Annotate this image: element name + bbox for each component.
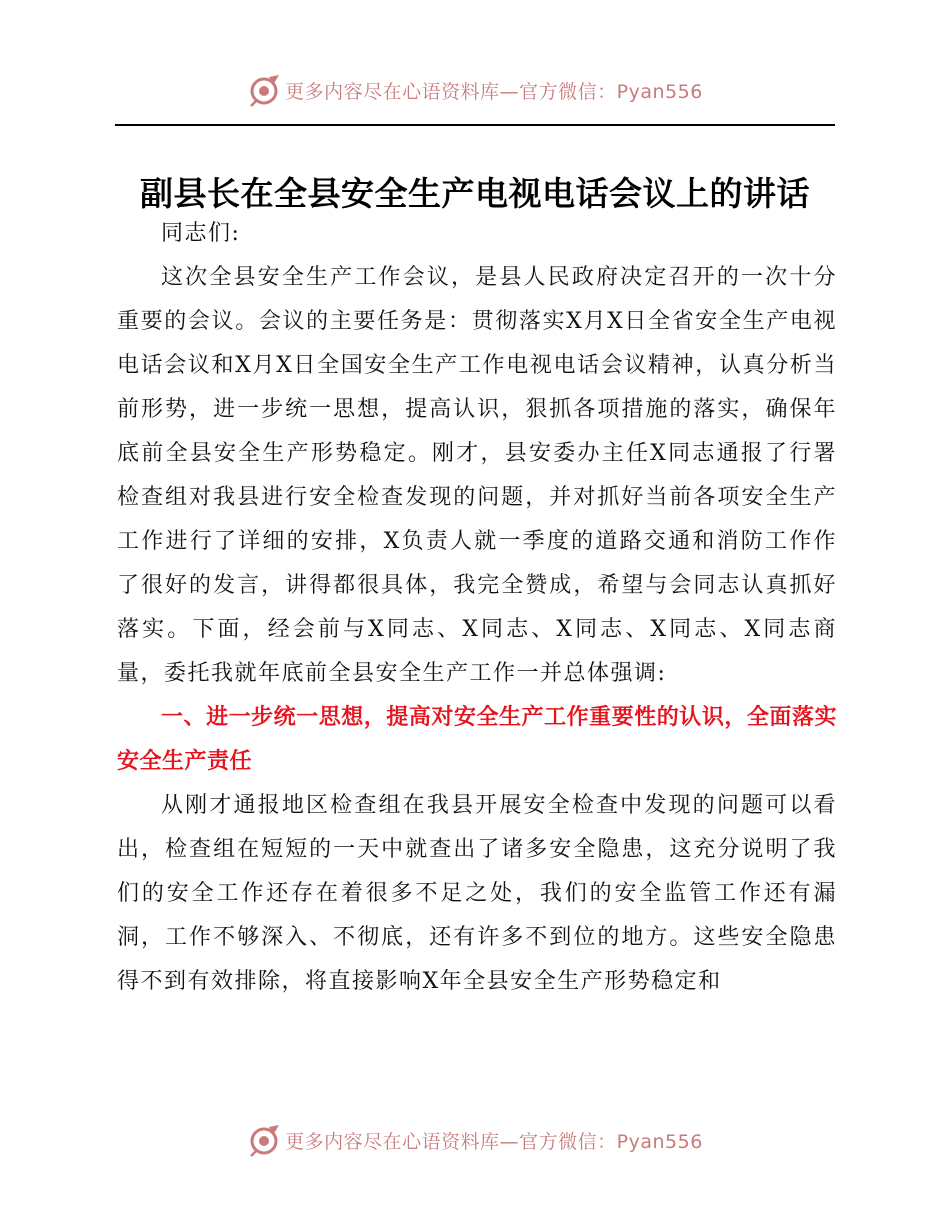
paragraph-intro: 这次全县安全生产工作会议，是县人民政府决定召开的一次十分重要的会议。会议的主要任务是：贯彻落实X月X日全省安全生产电视电话会议和X月X日全国安全生产工作电视电话会议精神，认真分析当前形势，进一步统一思想，提高认识，狠抓各项措施的落实，确保年底前全县安全生产形势稳定。刚才，县安委办主任X同志通报了行署检查组对我县进行安全检查发现的问题，并对抓好当前各项安全生产工作进行了详细的安排，X负责人就一季度的道路交通和消防工作作了很好的发言，讲得都很具体，我完全赞成，希望与会同志认真抓好落实。下面，经会前与X同志、X同志、X同志、X同志、X同志商量，委托我就年底前全县安全生产工作一并总体强调: <box>117 265 837 686</box>
salutation: 同志们: <box>161 221 241 246</box>
footer-watermark <box>0 1118 950 1162</box>
document-title: 副县长在全县安全生产电视电话会议上的讲话 <box>140 174 810 213</box>
header-watermark-text: 更多内容尽在心语资料库—官方微信：Pyan556 <box>285 80 703 103</box>
section-heading-1: 一、进一步统一思想，提高对安全生产工作重要性的认识，全面落实安全生产责任 <box>117 705 837 774</box>
quill-seal-icon <box>247 1123 281 1157</box>
paragraph-section-1: 从刚才通报地区检查组在我县开展安全检查中发现的问题可以看出，检查组在短短的一天中就查出了诸多安全隐患，这充分说明了我们的安全工作还存在着很多不足之处，我们的安全监管工作还有漏洞，工作不够深入、不彻底，还有许多不到位的地方。这些安全隐患得不到有效排除，将直接影响X年全县安全生产形势稳定和 <box>117 793 837 994</box>
quill-seal-icon <box>247 73 281 107</box>
header-watermark <box>0 68 950 112</box>
document-body <box>117 212 837 1004</box>
header-divider <box>115 124 835 126</box>
footer-watermark-text: 更多内容尽在心语资料库—官方微信：Pyan556 <box>285 1130 703 1153</box>
